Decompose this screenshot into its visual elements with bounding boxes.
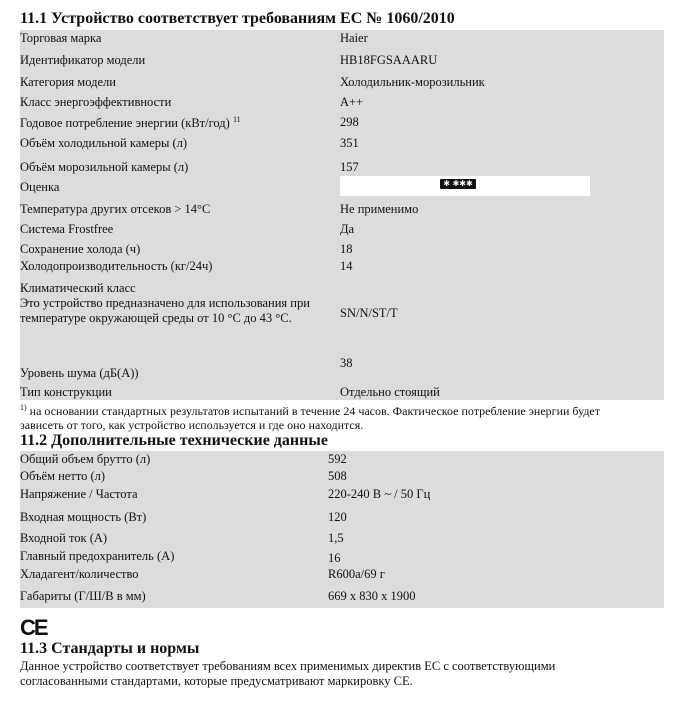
row-label: Тип конструкции [20,385,112,399]
row-label: Годовое потребление энергии (кВт/год) $^{11}$ [20,115,241,131]
row-label: Сохранение холода (ч) [20,242,141,256]
row-value: 298 [340,115,359,129]
row-label: Температура других отсеков > 14°C [20,202,211,216]
footnote-ref: 11 [232,115,241,124]
row-value: 157 [340,160,359,174]
row-value: Да [340,222,355,236]
row-value: Холодильник-морозильник [340,75,485,89]
row-label: Объём холодильной камеры (л) [20,136,188,150]
row-value: Haier [340,31,368,45]
row-value: 38 [340,356,353,370]
row-label: Идентификатор модели [20,53,146,67]
row-value: 508 [328,469,347,483]
row-label: Система Frostfree [20,222,114,236]
section-2-title: 11.2 Дополнительные технические данные [20,432,328,449]
row-label: Общий объем брутто (л) [20,452,151,466]
row-label: Хладагент/количество [20,567,139,581]
row-label: Объём морозильной камеры (л) [20,160,189,174]
row-value: 1,5 [328,531,344,545]
row-value: 220-240 В ~ / 50 Гц [328,487,431,501]
standards-text-line1: Данное устройство соответствует требованиям всех применимых директив ЕС с соответствующими [20,659,556,673]
row-label: Уровень шума (дБ(А)) [20,366,139,380]
row-value: 18 [340,242,353,256]
section-1-title: 11.1 Устройство соответствует требованиям ЕС № 1060/2010 [20,10,455,27]
standards-text-line2: согласованными стандартами, которые предусматривают маркировку СЕ. [20,674,413,688]
freezer-star-rating-icon: ✱ ✱✱✱ [440,179,476,189]
row-value: A++ [340,95,364,109]
section-3-title: 11.3 Стандарты и нормы [20,640,200,657]
row-value: 351 [340,136,359,150]
footnote-marker: 1) [20,403,27,412]
row-value: 669 x 830 x 1900 [328,589,416,603]
row-label: Это устройство предназначено для использования при [20,296,310,310]
row-value: 16 [328,551,341,565]
technical-data-table [20,451,664,608]
row-label: Климатический класс [20,281,136,295]
row-label: Входная мощность (Вт) [20,510,147,524]
row-label: температуре окружающей среды от 10 °C до 43 °C. [20,311,292,325]
row-value: Не применимо [340,202,419,216]
row-label: Входной ток (А) [20,531,108,545]
row-label: Объём нетто (л) [20,469,106,483]
row-value: R600a/69 г [328,567,385,581]
row-label: Категория модели [20,75,116,89]
energy-spec-table [20,30,664,400]
row-value: 120 [328,510,347,524]
footnote-text-line1: на основании стандартных результатов испытаний в течение 24 часов. Фактическое потребление энергии будет [29,404,600,418]
row-value: Отдельно стоящий [340,385,440,399]
row-value: HB18FGSAAARU [340,53,438,67]
row-label: Класс энергоэффективности [20,95,172,109]
row-label: Оценка [20,180,60,194]
footnote-text-line2: зависеть от того, как устройство используется и где оно находится. [20,418,364,432]
row-label: Торговая марка [20,31,102,45]
standards-paragraph [20,659,680,689]
row-value: 592 [328,452,347,466]
row-value: SN/N/ST/T [340,306,398,320]
ce-mark: CE [20,615,47,640]
row-label: Холодопроизводительность (кг/24ч) [20,259,213,273]
row-label: Напряжение / Частота [20,487,138,501]
row-value: 14 [340,259,353,273]
row-label: Габариты (Г/Ш/В в мм) [20,589,146,603]
footnote [20,401,680,432]
row-label: Главный предохранитель (А) [20,549,175,563]
